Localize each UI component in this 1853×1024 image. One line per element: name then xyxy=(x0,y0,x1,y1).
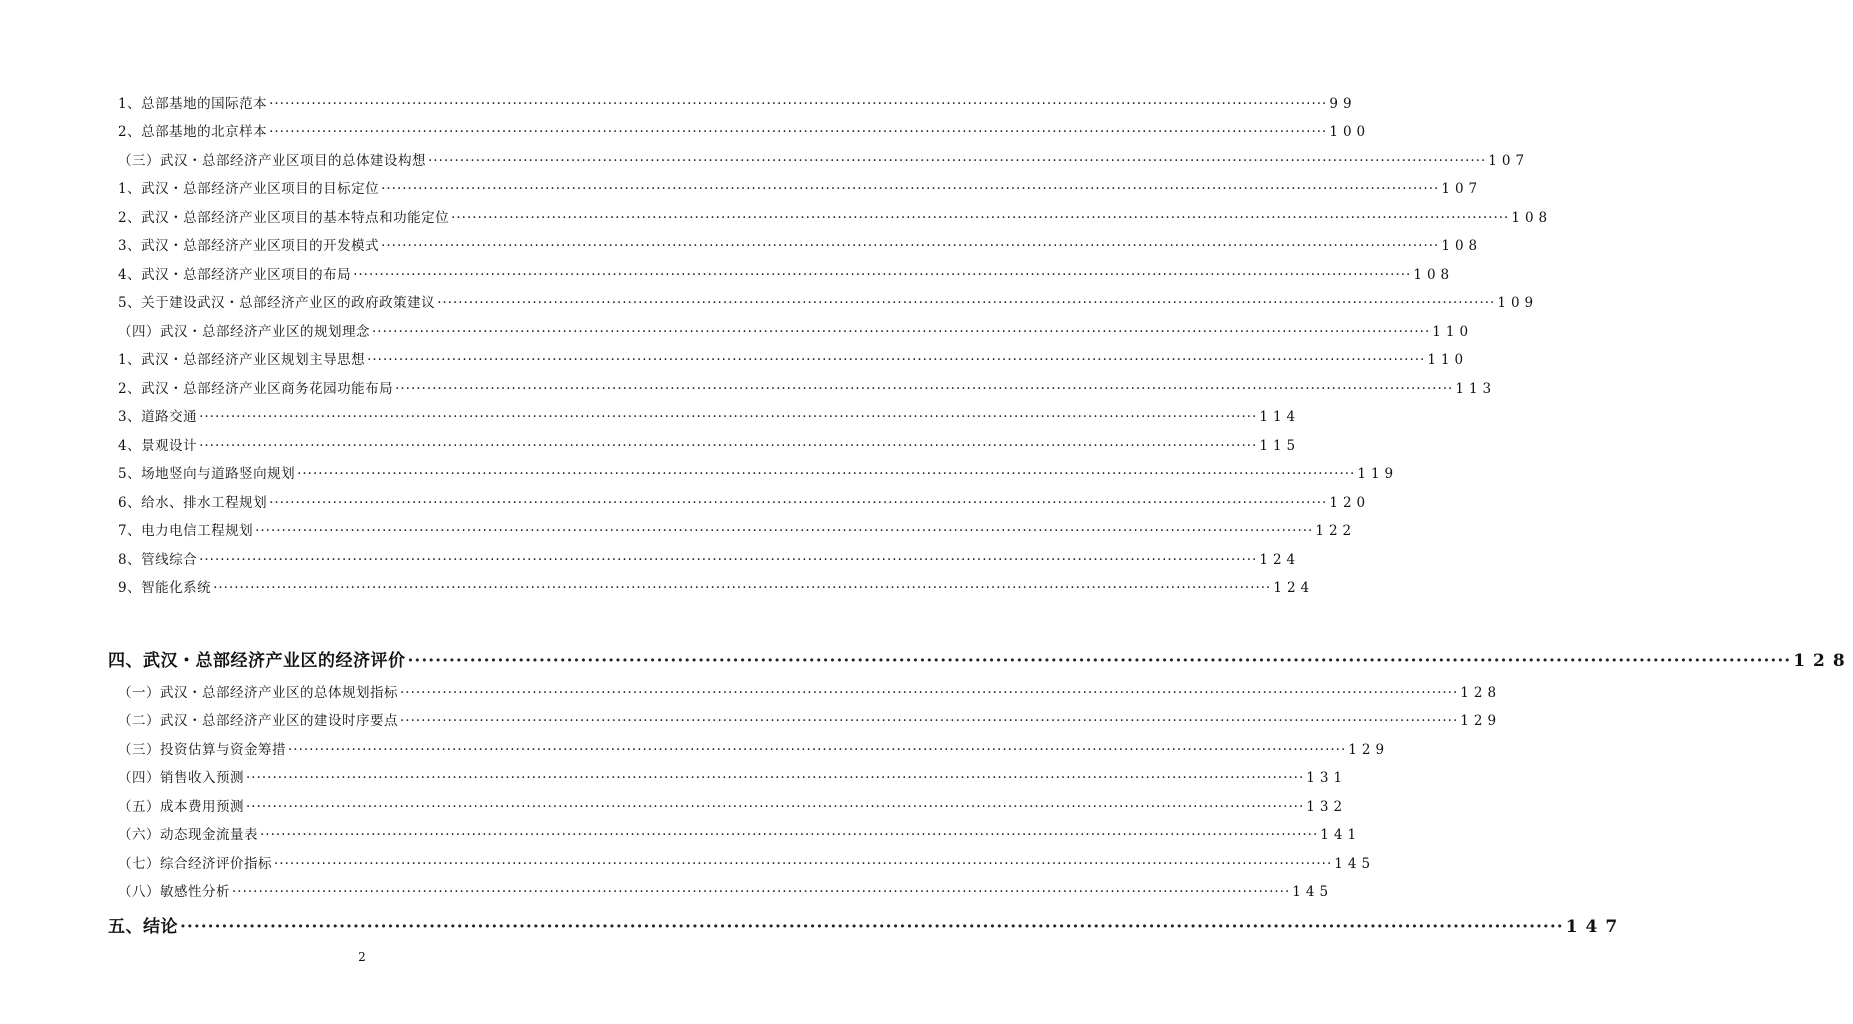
dot-leader: ········································································································································································································ xyxy=(199,409,1258,425)
dot-leader: ········································································································································································································ xyxy=(400,713,1459,729)
dot-leader: ········································································································································································································ xyxy=(246,799,1305,815)
toc-entry-label: 1、总部基地的国际范本 xyxy=(118,96,268,112)
dot-leader: ········································································································································································································ xyxy=(288,742,1347,758)
toc-entry-page: 109 xyxy=(1497,295,1539,311)
toc-entry-page: 100 xyxy=(1329,124,1371,140)
dot-leader: ········································································································································································································ xyxy=(199,552,1258,568)
dot-leader: ········································································································································································································ xyxy=(372,324,1431,340)
dot-leader: ········································································································································································································ xyxy=(269,96,1328,112)
toc-entry xyxy=(118,795,1348,815)
toc-entry-page: 110 xyxy=(1432,324,1474,340)
dot-leader: ········································································································································································································ xyxy=(395,381,1454,397)
dot-leader: ········································································································································································································ xyxy=(274,856,1333,872)
toc-entry-page: 141 xyxy=(1320,827,1362,843)
toc-entry xyxy=(118,177,1483,197)
toc-entry-label: （八）敏感性分析 xyxy=(118,884,230,900)
toc-entry xyxy=(118,348,1469,368)
toc-entry-label: 3、武汉・总部经济产业区项目的开发模式 xyxy=(118,238,380,254)
dot-leader: ········································································································································································································ xyxy=(400,685,1459,701)
toc-entry-page: 129 xyxy=(1348,742,1390,758)
toc-entry xyxy=(118,291,1539,311)
dot-leader: ········································································································································································································ xyxy=(232,884,1291,900)
toc-entry xyxy=(118,576,1315,596)
dot-leader: ········································································································································································································ xyxy=(213,580,1272,596)
toc-entry-label: 6、给水、排水工程规划 xyxy=(118,495,268,511)
dot-leader: ········································································································································································································ xyxy=(353,267,1412,283)
toc-entry-page: 129 xyxy=(1460,713,1502,729)
toc-entry-page: 124 xyxy=(1259,552,1301,568)
toc-entry xyxy=(118,491,1371,511)
toc-entry-page: 115 xyxy=(1259,438,1301,454)
toc-entry-label: 9、智能化系统 xyxy=(118,580,212,596)
toc-entry xyxy=(118,92,1357,112)
toc-entry-label: 2、武汉・总部经济产业区商务花园功能布局 xyxy=(118,381,394,397)
toc-entry-label: 2、武汉・总部经济产业区项目的基本特点和功能定位 xyxy=(118,210,450,226)
dot-leader: ········································································································································································································ xyxy=(260,827,1319,843)
toc-chapter-page: 128 xyxy=(1793,651,1853,671)
toc-entry xyxy=(118,823,1362,843)
toc-entry-label: （二）武汉・总部经济产业区的建设时序要点 xyxy=(118,713,398,729)
toc-entry xyxy=(118,234,1483,254)
toc-chapter-entry xyxy=(108,646,1853,671)
toc-entry-page: 108 xyxy=(1441,238,1483,254)
dot-leader: ········································································································································································································ xyxy=(381,238,1440,254)
toc-entry-label: 3、道路交通 xyxy=(118,409,198,425)
toc-entry xyxy=(118,206,1553,226)
toc-entry-label: 5、场地竖向与道路竖向规划 xyxy=(118,466,296,482)
toc-entry-page: 119 xyxy=(1357,466,1399,482)
dot-leader: ········································································································································································································ xyxy=(437,295,1496,311)
toc-entry xyxy=(118,519,1357,539)
toc-chapter-page: 147 xyxy=(1565,917,1626,937)
toc-entry-label: 2、总部基地的北京样本 xyxy=(118,124,268,140)
toc-entry-label: 4、景观设计 xyxy=(118,438,198,454)
toc-entry-page: 128 xyxy=(1460,685,1502,701)
toc-entry-label: 7、电力电信工程规划 xyxy=(118,523,254,539)
toc-entry-label: （三）武汉・总部经济产业区项目的总体建设构想 xyxy=(118,153,426,169)
dot-leader: ········································································································································································································ xyxy=(269,124,1328,140)
toc-entry-label: 1、武汉・总部经济产业区项目的目标定位 xyxy=(118,181,380,197)
toc-entry-page: 107 xyxy=(1441,181,1483,197)
toc-entry xyxy=(118,462,1399,482)
toc-entry-label: （五）成本费用预测 xyxy=(118,799,244,815)
toc-entry-page: 132 xyxy=(1306,799,1348,815)
toc-entry-page: 131 xyxy=(1306,770,1348,786)
toc-entry-label: 8、管线综合 xyxy=(118,552,198,568)
toc-entry-page: 110 xyxy=(1427,352,1469,368)
toc-entry-label: 1、武汉・总部经济产业区规划主导思想 xyxy=(118,352,366,368)
dot-leader: ········································································································································································································ xyxy=(407,651,1792,671)
toc-entry-page: 145 xyxy=(1292,884,1334,900)
dot-leader: ········································································································································································································ xyxy=(180,917,1564,937)
dot-leader: ········································································································································································································ xyxy=(255,523,1314,539)
toc-entry xyxy=(118,263,1455,283)
toc-entry xyxy=(118,880,1334,900)
toc-entry-label: （七）综合经济评价指标 xyxy=(118,856,272,872)
toc-chapter-entry xyxy=(108,912,1626,937)
dot-leader: ········································································································································································································ xyxy=(367,352,1426,368)
dot-leader: ········································································································································································································ xyxy=(246,770,1305,786)
page-number: 2 xyxy=(358,950,366,964)
toc-entry-page: 114 xyxy=(1259,409,1301,425)
toc-entry-page: 107 xyxy=(1488,153,1530,169)
toc-entry xyxy=(118,852,1376,872)
toc-entry-label: （三）投资估算与资金筹措 xyxy=(118,742,286,758)
toc-entry-label: （四）销售收入预测 xyxy=(118,770,244,786)
toc-entry-page: 108 xyxy=(1413,267,1455,283)
dot-leader: ········································································································································································································ xyxy=(451,210,1510,226)
toc-entry-label: （六）动态现金流量表 xyxy=(118,827,258,843)
dot-leader: ········································································································································································································ xyxy=(199,438,1258,454)
toc-entry xyxy=(118,377,1497,397)
toc-entry-label: 5、关于建设武汉・总部经济产业区的政府政策建议 xyxy=(118,295,436,311)
toc-entry-page: 124 xyxy=(1273,580,1315,596)
toc-entry-page: 122 xyxy=(1315,523,1357,539)
toc-entry xyxy=(118,149,1530,169)
toc-entry xyxy=(118,738,1390,758)
toc-entry xyxy=(118,320,1474,340)
toc-entry xyxy=(118,681,1502,701)
dot-leader: ········································································································································································································ xyxy=(381,181,1440,197)
toc-entry xyxy=(118,766,1348,786)
toc-entry-label: （一）武汉・总部经济产业区的总体规划指标 xyxy=(118,685,398,701)
toc-entry-page: 120 xyxy=(1329,495,1371,511)
toc-entry xyxy=(118,405,1301,425)
toc-entry xyxy=(118,709,1502,729)
dot-leader: ········································································································································································································ xyxy=(269,495,1328,511)
toc-entry xyxy=(118,548,1301,568)
toc-entry-label: 4、武汉・总部经济产业区项目的布局 xyxy=(118,267,352,283)
toc-entry-page: 145 xyxy=(1334,856,1376,872)
toc-entry-page: 108 xyxy=(1511,210,1553,226)
toc-entry-page: 99 xyxy=(1329,96,1357,112)
toc-entry-page: 113 xyxy=(1455,381,1497,397)
dot-leader: ········································································································································································································ xyxy=(428,153,1487,169)
dot-leader: ········································································································································································································ xyxy=(297,466,1356,482)
toc-entry xyxy=(118,434,1301,454)
toc-entry-label: （四）武汉・总部经济产业区的规划理念 xyxy=(118,324,370,340)
toc-entry xyxy=(118,120,1371,140)
toc-chapter-label: 四、武汉・总部经济产业区的经济评价 xyxy=(108,651,406,671)
toc-chapter-label: 五、结论 xyxy=(108,917,178,937)
